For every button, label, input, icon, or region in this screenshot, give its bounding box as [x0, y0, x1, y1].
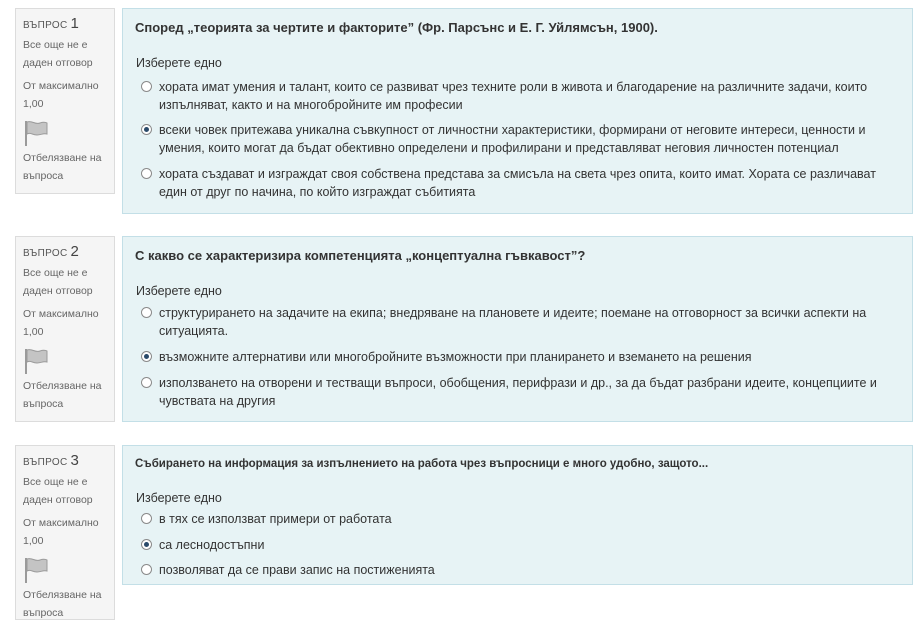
question-number: ВЪПРОС 1	[23, 15, 80, 32]
question-info	[15, 236, 115, 422]
question-content	[122, 236, 913, 422]
question-grade: От максимално 1,00	[23, 80, 99, 110]
flag-question-link[interactable]: Отбелязване на въпроса	[23, 380, 102, 410]
flag-icon[interactable]	[23, 556, 49, 584]
question-info	[15, 445, 115, 620]
answer-prompt: Изберете едно	[136, 491, 222, 505]
answer-option[interactable]	[141, 304, 881, 340]
answer-label[interactable]: в тях се използват примери от работата	[159, 512, 392, 526]
radio-button-selected[interactable]	[141, 539, 152, 550]
radio-button-selected[interactable]	[141, 124, 152, 135]
answer-label[interactable]: хората създават и изграждат своя собствена представа за смисъла на света чрез опита, които имат. Хората се различават един от друг по начина, по който изграждат събитията	[159, 167, 876, 199]
question-grade: От максимално 1,00	[23, 308, 99, 338]
answer-option[interactable]	[141, 78, 881, 114]
answer-prompt: Изберете едно	[136, 284, 222, 298]
answer-label[interactable]: всеки човек притежава уникална съвкупност от личностни характеристики, формирани от неговите интереси, ценности и умения, които могат да бъдат обективно определени и профилирани и представляват неговия личностен потенциал	[159, 123, 866, 155]
question-info	[15, 8, 115, 194]
radio-button-selected[interactable]	[141, 351, 152, 362]
question-grade: От максимално 1,00	[23, 517, 99, 547]
answer-label[interactable]: структурирането на задачите на екипа; внедряване на плановете и идеите; поемане на отговорност за всички аспекти на ситуацията.	[159, 306, 867, 338]
radio-button[interactable]	[141, 377, 152, 388]
answer-option[interactable]	[141, 348, 881, 366]
answer-option[interactable]	[141, 510, 881, 528]
radio-button[interactable]	[141, 168, 152, 179]
question-state: Все още не е даден отговор	[23, 267, 93, 297]
flag-icon[interactable]	[23, 347, 49, 375]
question-content	[122, 445, 913, 585]
question-content	[122, 8, 913, 214]
radio-button[interactable]	[141, 564, 152, 575]
answer-label[interactable]: позволяват да се прави запис на постиженията	[159, 563, 435, 577]
answer-option[interactable]	[141, 165, 881, 201]
answer-option[interactable]	[141, 561, 881, 579]
answer-option[interactable]	[141, 374, 881, 410]
flag-question-link[interactable]: Отбелязване на въпроса	[23, 589, 102, 619]
radio-button[interactable]	[141, 307, 152, 318]
answer-option[interactable]	[141, 536, 881, 554]
answer-label[interactable]: хората имат умения и талант, които се развиват чрез техните роли в живота и благодарение на различните задачи, които изпълняват, както и на многобройните им професии	[159, 80, 868, 112]
answer-option[interactable]	[141, 121, 881, 157]
question-state: Все още не е даден отговор	[23, 476, 93, 506]
question-text: С какво се характеризира компетенцията „концептуална гъвкавост”?	[135, 248, 586, 263]
answer-label[interactable]: възможните алтернативи или многобройните възможности при планирането и вземането на решения	[159, 350, 752, 364]
radio-button[interactable]	[141, 513, 152, 524]
question-text: Събирането на информация за изпълнението на работа чрез въпросници е много удобно, защото...	[135, 458, 709, 470]
answer-label[interactable]: са леснодостъпни	[159, 538, 265, 552]
flag-icon[interactable]	[23, 119, 49, 147]
question-number: ВЪПРОС 3	[23, 452, 80, 469]
question-text: Според „теорията за чертите и факторите” (Фр. Парсънс и Е. Г. Уйлямсън, 1900).	[135, 20, 658, 35]
answer-prompt: Изберете едно	[136, 56, 222, 70]
flag-question-link[interactable]: Отбелязване на въпроса	[23, 152, 102, 182]
radio-button[interactable]	[141, 81, 152, 92]
question-state: Все още не е даден отговор	[23, 39, 93, 69]
question-number: ВЪПРОС 2	[23, 243, 80, 260]
answer-label[interactable]: използването на отворени и тестващи въпроси, обобщения, перифрази и др., за да бъдат разбрани идеите, концепциите и чувствата на другия	[159, 376, 877, 408]
